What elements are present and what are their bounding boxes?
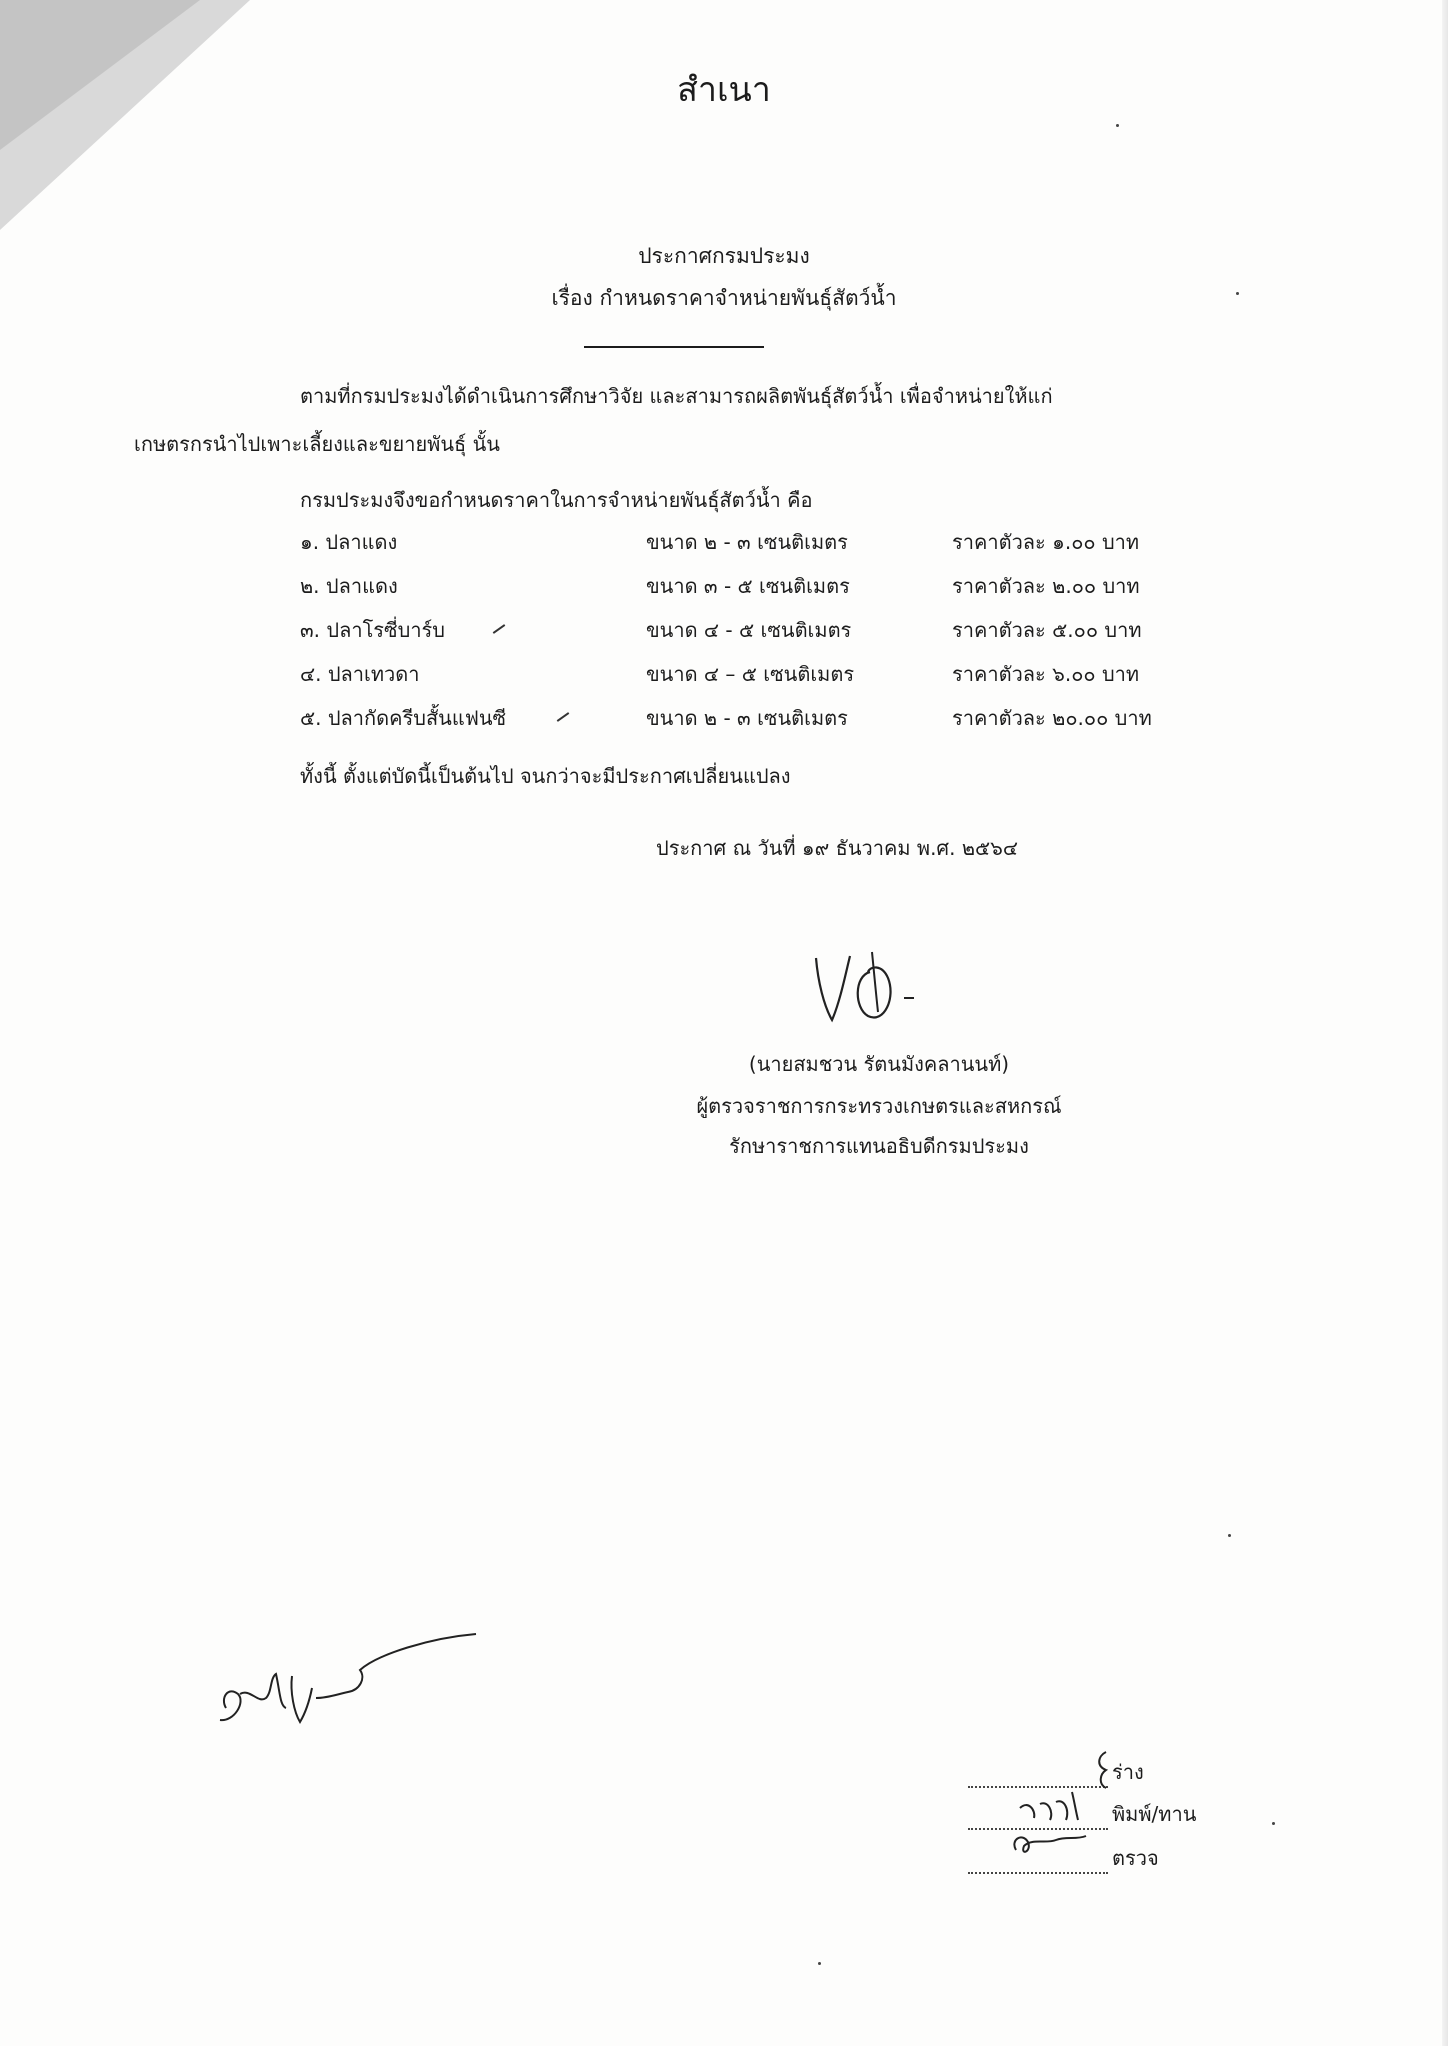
fish-size: ขนาด ๒ - ๓ เซนติเมตร (646, 706, 848, 730)
fish-name: ๑. ปลาแดง (300, 530, 398, 554)
scan-speck (1228, 1534, 1231, 1537)
price-list-row (0, 570, 1448, 604)
scan-speck (1272, 1822, 1275, 1825)
director-signature (810, 942, 930, 1032)
scan-speck (818, 1962, 821, 1965)
scan-speck (1236, 292, 1239, 295)
price-list-row (0, 526, 1448, 560)
draft-label: ร่าง (1112, 1760, 1144, 1784)
fish-size: ขนาด ๒ - ๓ เซนติเมตร (646, 530, 848, 554)
title-divider (584, 346, 764, 348)
signatory-name: (นายสมชวน รัตนมังคลานนท์) (748, 1052, 1010, 1076)
fish-price: ราคาตัวละ ๒๐.๐๐ บาท (952, 706, 1152, 730)
fish-size: ขนาด ๔ - ๕ เซนติเมตร (646, 618, 852, 642)
announcement-date: ประกาศ ณ วันที่ ๑๙ ธันวาคม พ.ศ. ๒๕๖๔ (656, 836, 1018, 860)
checked-label: ตรวจ (1112, 1846, 1159, 1870)
copy-label: สำเนา (677, 70, 771, 110)
price-list-row (0, 614, 1448, 648)
price-list-row (0, 658, 1448, 692)
intro-paragraph-line2: เกษตรกรนำไปเพาะเลี้ยงและขยายพันธุ์ นั้น (134, 432, 500, 456)
announcement-subject: เรื่อง กำหนดราคาจำหน่ายพันธุ์สัตว์น้ำ (551, 286, 897, 310)
marker-initials (1006, 1740, 1126, 1880)
scan-speck (1116, 124, 1119, 127)
fish-name: ๓. ปลาโรซี่บาร์บ (300, 618, 445, 642)
fish-name: ๒. ปลาแดง (300, 574, 398, 598)
fish-name: ๔. ปลาเทวดา (300, 662, 420, 686)
announcement-title: ประกาศกรมประมง (638, 244, 810, 268)
fish-name: ๕. ปลากัดครีบสั้นแฟนซี (300, 706, 507, 730)
check-tick-mark (493, 624, 506, 634)
signatory-acting-position: รักษาราชการแทนอธิบดีกรมประมง (729, 1134, 1029, 1158)
typed-label: พิมพ์/ทาน (1112, 1802, 1197, 1826)
signatory-position: ผู้ตรวจราชการกระทรวงเกษตรและสหกรณ์ (696, 1094, 1062, 1118)
fish-price: ราคาตัวละ ๕.๐๐ บาท (952, 618, 1142, 642)
fish-price: ราคาตัวละ ๒.๐๐ บาท (952, 574, 1140, 598)
statement-paragraph: กรมประมงจึงขอกำหนดราคาในการจำหน่ายพันธุ์สัตว์น้ำ คือ (300, 488, 813, 512)
intro-paragraph-line1: ตามที่กรมประมงได้ดำเนินการศึกษาวิจัย และสามารถผลิตพันธุ์สัตว์น้ำ เพื่อจำหน่ายให้แก่ (300, 384, 1053, 408)
check-tick-mark (557, 712, 570, 722)
effective-clause: ทั้งนี้ ตั้งแต่บัดนี้เป็นต้นไป จนกว่าจะมีประกาศเปลี่ยนแปลง (300, 764, 791, 788)
fish-size: ขนาด ๔ – ๕ เซนติเมตร (646, 662, 855, 686)
fish-size: ขนาด ๓ - ๕ เซนติเมตร (646, 574, 850, 598)
fish-price: ราคาตัวละ ๖.๐๐ บาท (952, 662, 1140, 686)
fish-price: ราคาตัวละ ๑.๐๐ บาท (952, 530, 1140, 554)
initial-signature (210, 1628, 480, 1738)
price-list-row (0, 702, 1448, 736)
